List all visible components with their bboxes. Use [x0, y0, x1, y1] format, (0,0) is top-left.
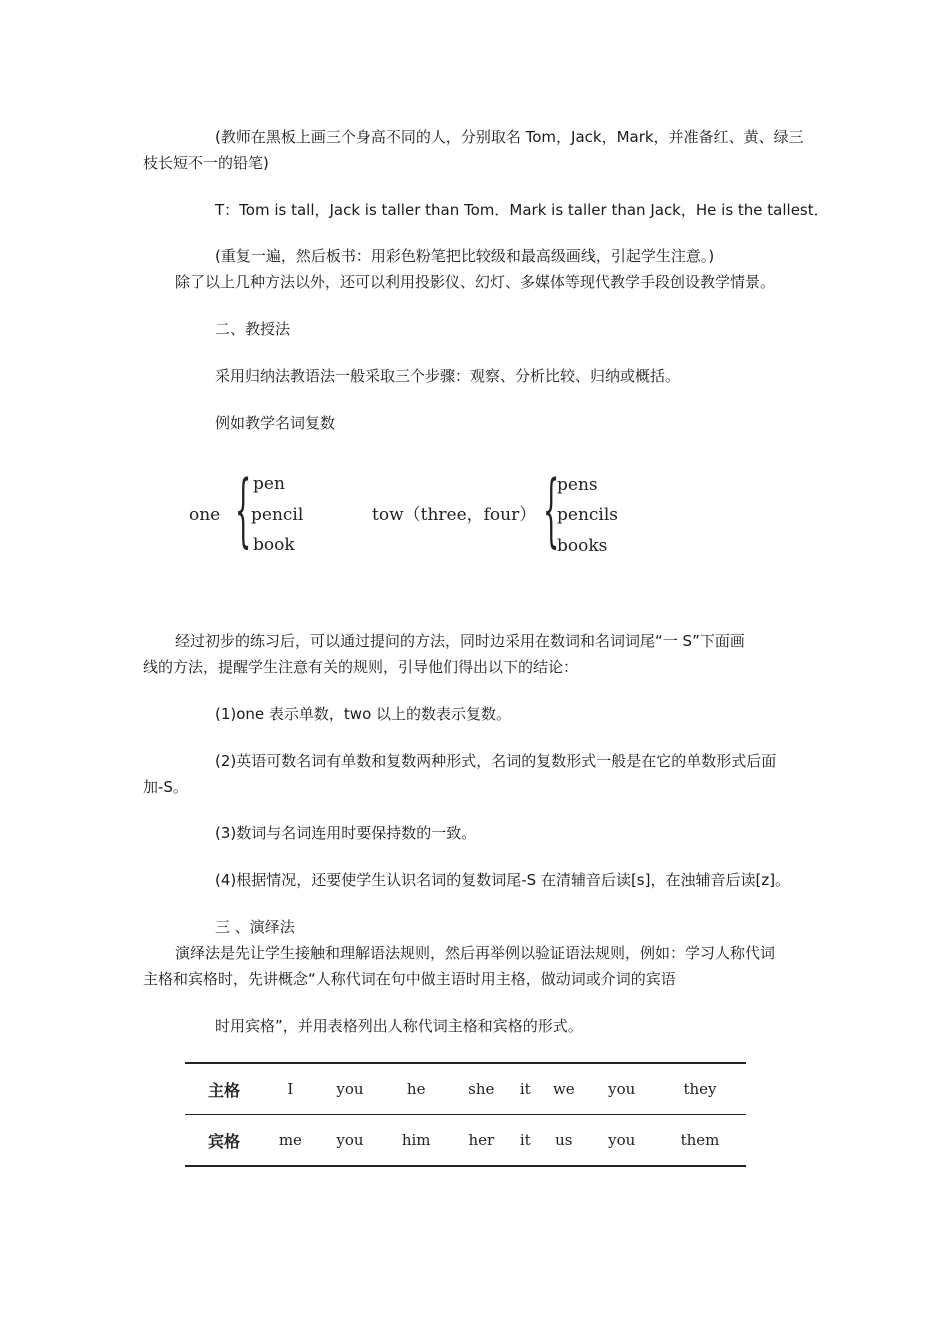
table-cell: he	[382, 1063, 450, 1115]
plural-label: tow（three，four）	[372, 505, 537, 525]
conclusion-item: (4)根据情况，还要使学生认识名词的复数词尾-S 在清辅音后读[s]，在浊辅音后读[z]。	[215, 871, 791, 889]
plural-noun: pencils	[557, 505, 619, 525]
paragraph-teacher-setup: (教师在黑板上画三个身高不同的人，分别取名 Tom，Jack，Mark，并准备红、黄、绿三	[215, 128, 804, 146]
singular-noun: pencil	[251, 505, 304, 525]
table-cell: her	[450, 1115, 512, 1167]
table-cell: they	[654, 1063, 746, 1115]
paragraph-deduction-cont: 主格和宾格时，先讲概念“人称代词在句中做主语时用主格，做动词或介词的宾语	[143, 970, 676, 988]
conclusion-item: (1)one 表示单数，two 以上的数表示复数。	[215, 705, 512, 723]
paragraph-teacher-setup-cont: 枝长短不一的铅笔)	[143, 154, 269, 172]
table-cell: you	[318, 1063, 382, 1115]
section-heading-teaching-method: 二、教授法	[215, 320, 291, 338]
table-cell: you	[590, 1063, 654, 1115]
singular-label: one	[189, 505, 221, 525]
left-brace-icon: {	[543, 463, 560, 556]
table-row	[185, 1115, 746, 1167]
paragraph-induction-steps: 采用归纳法教语法一般采取三个步骤：观察、分析比较、归纳或概括。	[215, 367, 681, 385]
left-brace-icon: {	[235, 463, 252, 556]
table-cell: me	[263, 1115, 318, 1167]
singular-noun: book	[253, 535, 295, 555]
table-cell: it	[512, 1063, 538, 1115]
paragraph-repeat-note: (重复一遍，然后板书：用彩色粉笔把比较级和最高级画线，引起学生注意。)	[215, 247, 715, 265]
paragraph-table-intro: 时用宾格”，并用表格列出人称代词主格和宾格的形式。	[215, 1017, 583, 1035]
row-header-objective: 宾格	[185, 1115, 263, 1167]
table-cell: you	[590, 1115, 654, 1167]
table-cell: us	[538, 1115, 589, 1167]
table-cell: them	[654, 1115, 746, 1167]
table-cell: it	[512, 1115, 538, 1167]
section-heading-deduction: 三 、演绎法	[215, 918, 295, 936]
table-cell: I	[263, 1063, 318, 1115]
table-cell: we	[538, 1063, 589, 1115]
singular-noun: pen	[253, 474, 285, 494]
paragraph-example-intro: 例如教学名词复数	[215, 414, 336, 432]
table-cell: him	[382, 1115, 450, 1167]
conclusion-item-cont: 加-S。	[143, 778, 188, 796]
paragraph-practice-cont: 线的方法，提醒学生注意有关的规则，引导他们得出以下的结论：	[143, 658, 579, 676]
teacher-dialogue: T：Tom is tall，Jack is taller than Tom．Mark is taller than Jack，He is the tallest．	[215, 201, 829, 219]
conclusion-item: (2)英语可数名词有单数和复数两种形式，名词的复数形式一般是在它的单数形式后面	[215, 752, 777, 770]
pronoun-case-table	[185, 1062, 746, 1167]
plural-noun: books	[557, 536, 608, 556]
table-cell: you	[318, 1115, 382, 1167]
paragraph-practice: 经过初步的练习后，可以通过提问的方法，同时边采用在数词和名词词尾“一 S”下面画	[175, 632, 745, 650]
paragraph-other-methods: 除了以上几种方法以外，还可以利用投影仪、幻灯、多媒体等现代教学手段创设教学情景。	[175, 273, 776, 291]
paragraph-deduction: 演绎法是先让学生接触和理解语法规则，然后再举例以验证语法规则，例如：学习人称代词	[175, 944, 776, 962]
conclusion-item: (3)数词与名词连用时要保持数的一致。	[215, 824, 477, 842]
table-row	[185, 1063, 746, 1115]
row-header-nominative: 主格	[185, 1063, 263, 1115]
table-cell: she	[450, 1063, 512, 1115]
plural-noun: pens	[557, 475, 598, 495]
